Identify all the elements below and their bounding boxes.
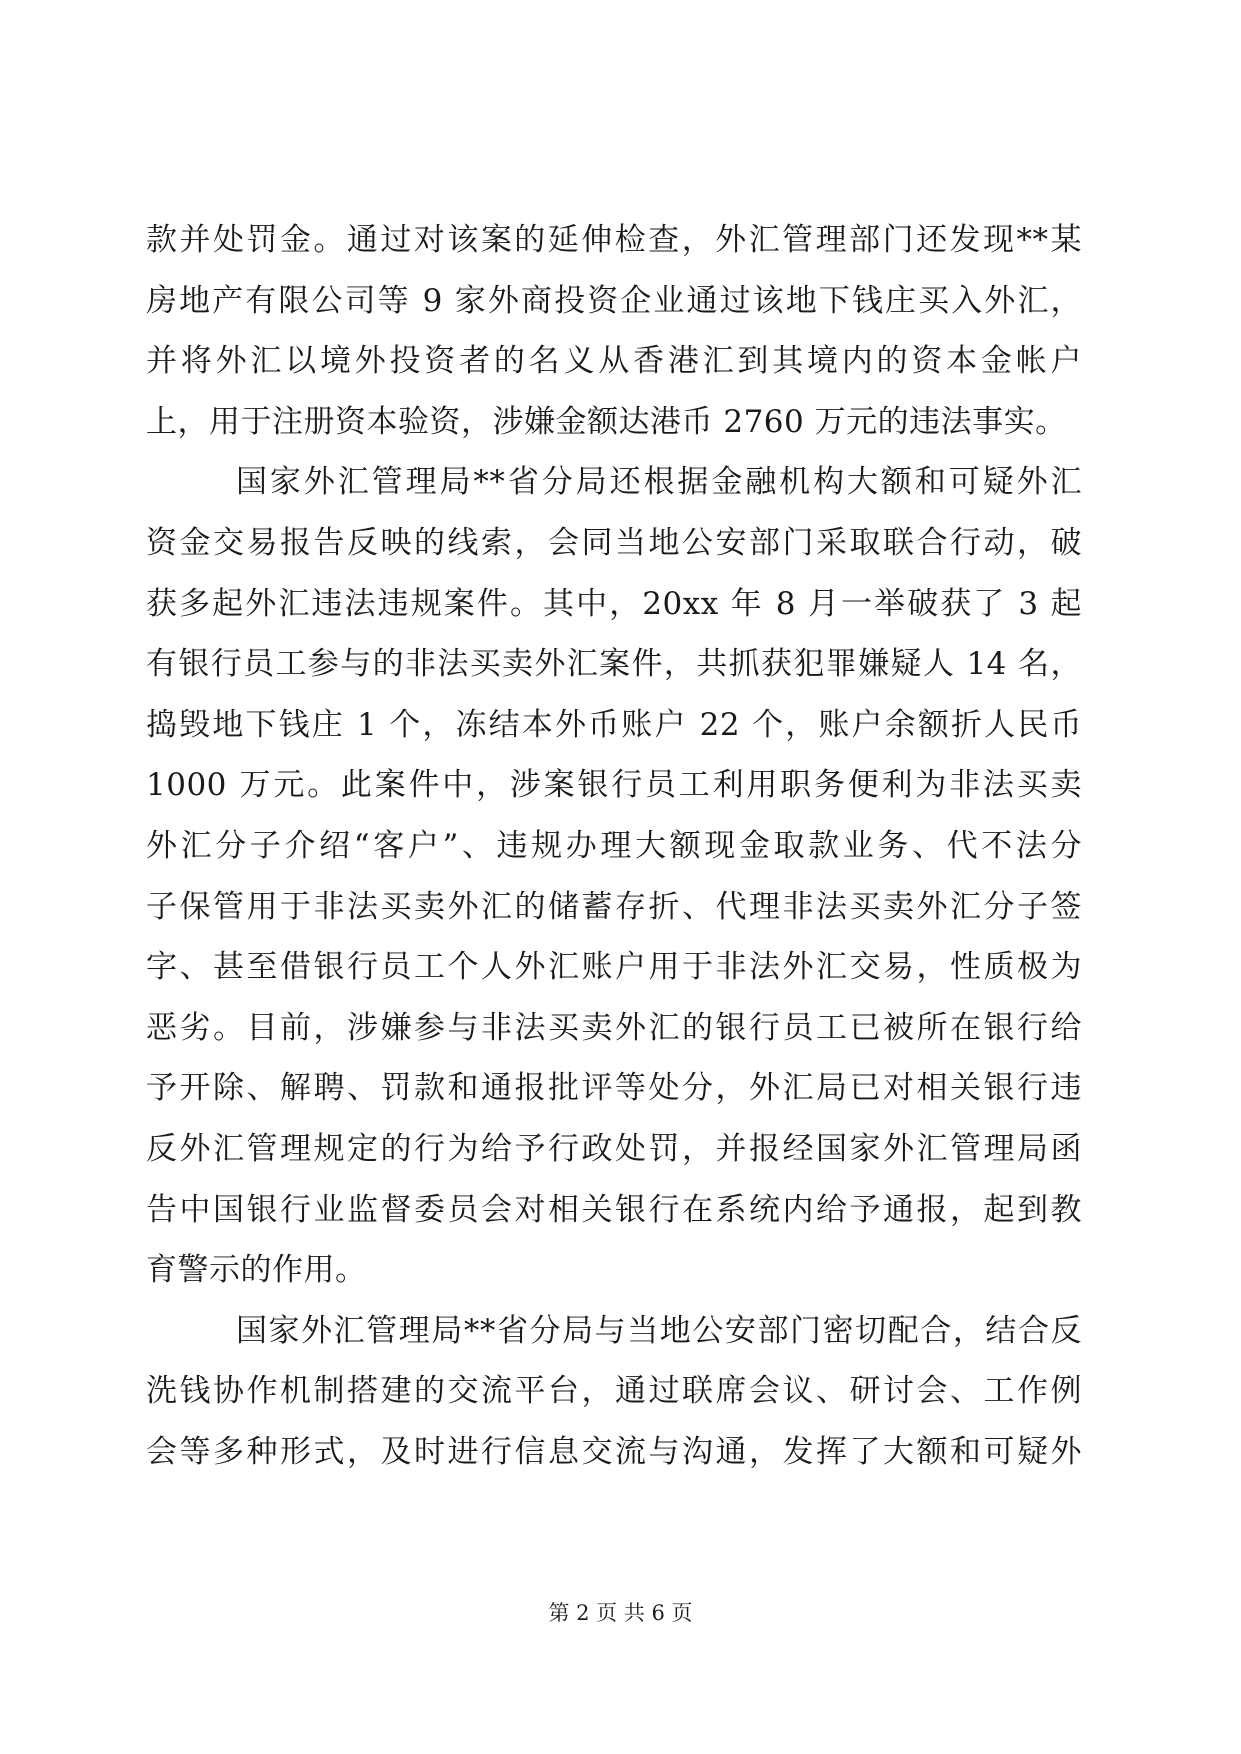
text-line: 捣毁地下钱庄 1 个，冻结本外币账户 22 个，账户余额折人民币: [146, 706, 1082, 743]
text-line: 予开除、解聘、罚款和通报批评等处分，外汇局已对相关银行违: [146, 1070, 1082, 1107]
text-line: 国家外汇管理局**省分局还根据金融机构大额和可疑外汇: [236, 464, 1082, 501]
text-line: 育警示的作用。: [146, 1252, 367, 1289]
document-body: [146, 210, 1082, 1482]
text-line: 获多起外汇违法违规案件。其中，20xx 年 8 月一举破获了 3 起: [146, 585, 1082, 622]
text-line: 款并处罚金。通过对该案的延伸检查，外汇管理部门还发现**某: [146, 222, 1082, 258]
text-line: 有银行员工参与的非法买卖外汇案件，共抓获犯罪嫌疑人 14 名，: [146, 646, 1082, 683]
text-line: 字、甚至借银行员工个人外汇账户用于非法外汇交易，性质极为: [146, 949, 1082, 986]
text-line: 房地产有限公司等 9 家外商投资企业通过该地下钱庄买入外汇，: [146, 282, 1082, 319]
text-line: 外汇分子介绍“客户”、违规办理大额现金取款业务、代不法分: [146, 827, 1082, 864]
text-line: 并将外汇以境外投资者的名义从香港汇到其境内的资本金帐户: [146, 343, 1082, 380]
text-line: 上，用于注册资本验资，涉嫌金额达港币 2760 万元的违法事实。: [146, 403, 1067, 440]
text-line: 子保管用于非法买卖外汇的储蓄存折、代理非法买卖外汇分子签: [146, 888, 1082, 925]
text-line: 洗钱协作机制搭建的交流平台，通过联席会议、研讨会、工作例: [146, 1373, 1082, 1410]
text-line: 资金交易报告反映的线索，会同当地公安部门采取联合行动，破: [146, 524, 1082, 561]
text-line: 反外汇管理规定的行为给予行政处罚，并报经国家外汇管理局函: [146, 1130, 1082, 1167]
text-line: 告中国银行业监督委员会对相关银行在系统内给予通报，起到教: [146, 1191, 1082, 1228]
page-footer: 第 2 页 共 6 页: [548, 1601, 693, 1625]
text-line: 会等多种形式，及时进行信息交流与沟通，发挥了大额和可疑外: [146, 1433, 1082, 1470]
text-line: 恶劣。目前，涉嫌参与非法买卖外汇的银行员工已被所在银行给: [146, 1009, 1082, 1046]
text-line: 1000 万元。此案件中，涉案银行员工利用职务便利为非法买卖: [146, 767, 1082, 804]
text-line: 国家外汇管理局**省分局与当地公安部门密切配合，结合反: [236, 1312, 1082, 1349]
